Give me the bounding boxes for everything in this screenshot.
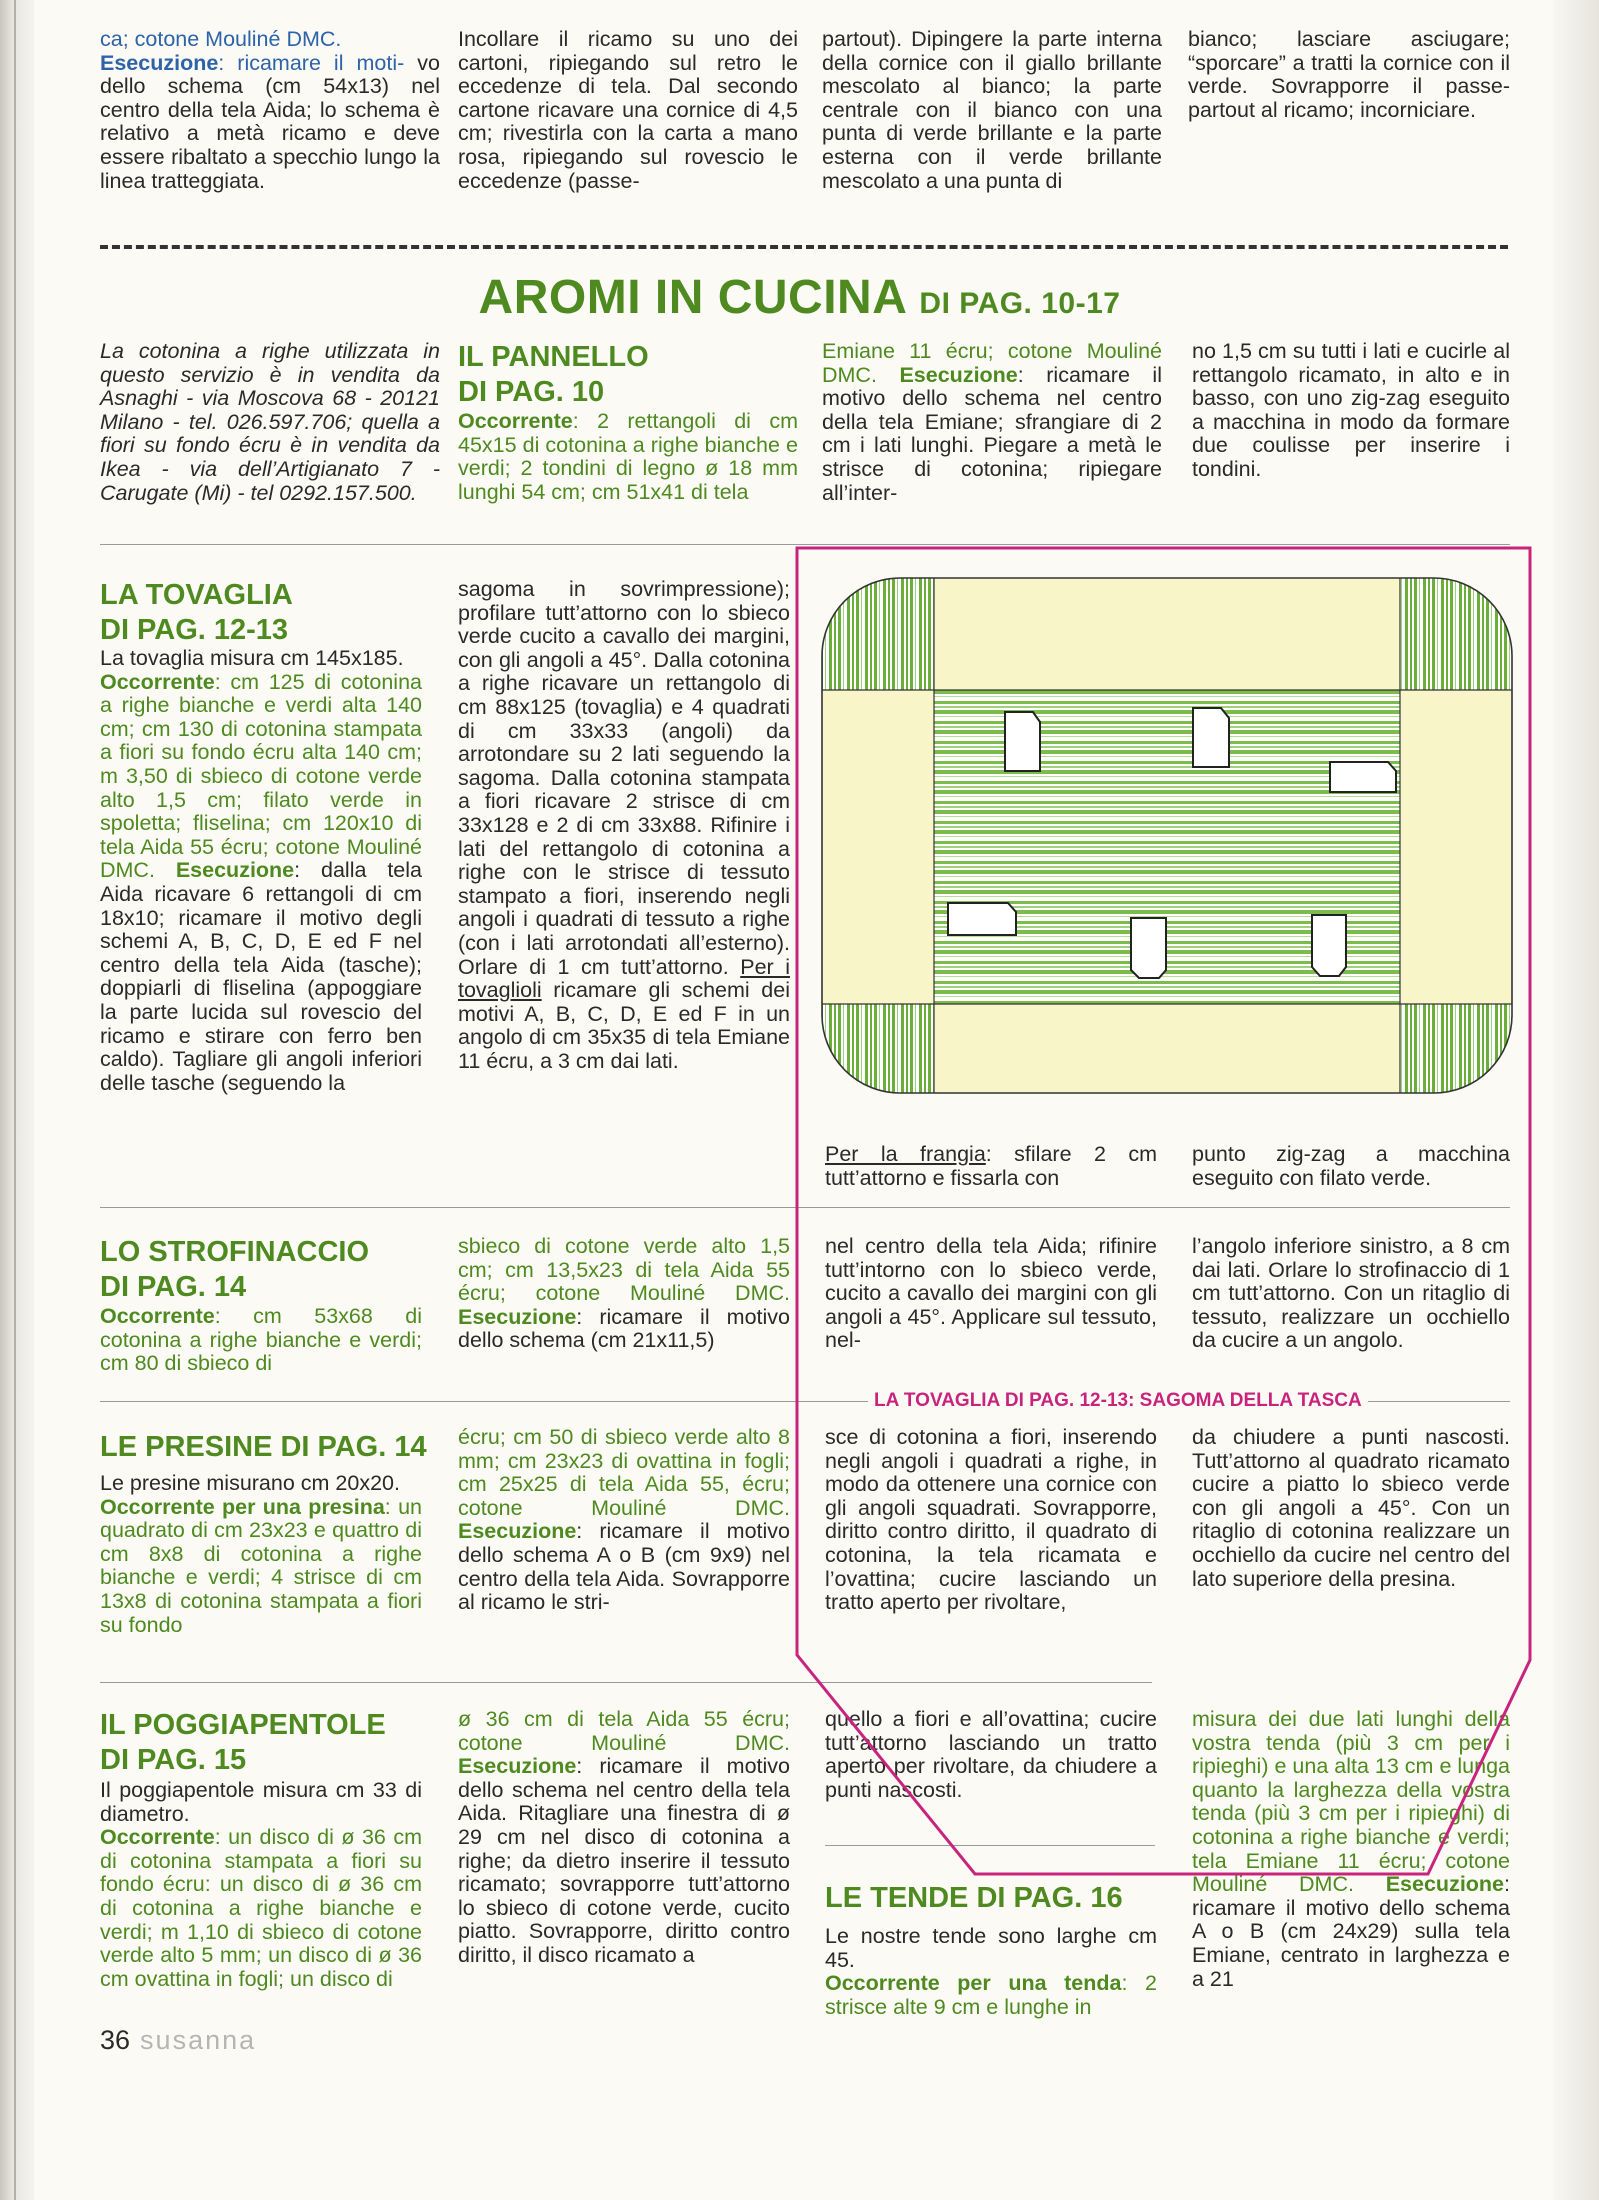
tovaglia-col-2: sagoma in sovrimpressione); profilare tutt’attorno con lo sbieco verde cucito a cavallo dei margini, con gli angoli a 45°. Dalla cotonina a righe ricavare un rettangolo di cm 88x125 (tovaglia) e 4 quadrati di cm 33x33 (angoli) da arrotondare su 2 lati seguendo la sagoma. Dalla cotonina stampata a fiori ricavare 2 strisce di cm 33x128 e 2 di cm 33x88. Rifinire i lati del rettangolo di cotonina a righe con le strisce di tessuto stampato a fiori, inserendo negli angoli i quadrati di tessuto a righe (con i lati arrotondati all’esterno). Orlare di 1 cm tutt’attorno. Per i tovaglioli ricamare gli schemi dei motivi A, B, C, D, E ed F in un angolo di cm 35x35 di tela Emiane 11 écru, a 3 cm dai lati. xyxy=(458,577,790,1073)
strofinaccio-col-3: nel centro della tela Aida; rifinire tutt’intorno con lo sbieco verde, cucito a cavallo dei margini con gli angoli a 45°. Applicare sul tessuto, nel- xyxy=(825,1234,1157,1353)
presine-col-1: Le presine misurano cm 20x20. Occorrente per una presina: un quadrato di cm 23x23 e quattro di cm 8x8 di cotonina a righe bianche e verdi; 4 strisce di cm 13x8 di cotonina stampata a fiori su fondo xyxy=(100,1471,422,1637)
pannello-col-2: Emiane 11 écru; cotone Mouliné DMC. Esecuzione: ricamare il motivo dello schema nel centro della tela Emiane; sfrangiare di 2 cm i lati lunghi. Piegare a metà le strisce di cotonina; ripiegare all’inter- xyxy=(822,339,1162,505)
tovaglia-col-1: La tovaglia misura cm 145x185. Occorrente: cm 125 di cotonina a righe bianche e verdi alta 140 cm; cm 130 di cotonina stampata a fiori su fondo écru alta 140 cm; m 3,50 di sbieco di cotone verde alto 1,5 cm; filato verde in spoletta; fliselina; cm 120x10 di tela Aida 55 écru; cotone Mouliné DMC. Esecuzione: dalla tela Aida ricavare 6 rettangoli di cm 18x10; ricamare il motivo degli schemi A, B, C, D, E ed F nel centro della tela Aida (tasche); doppiarli di fliselina (appoggiare la parte lucida sul rovescio del ricamo e stirare con ferro ben caldo). Tagliare gli angoli inferiori delle tasche (seguendo la xyxy=(100,646,422,1095)
page-number: 36 xyxy=(100,2025,131,2055)
heading-strofinaccio: LO STROFINACCIO DI PAG. 14 xyxy=(100,1236,370,1303)
pannello-col-1: Occorrente: 2 rettangoli di cm 45x15 di cotonina a righe bianche e verdi; 2 tondini di legno ø 18 mm lunghi 54 cm; cm 51x41 di tela xyxy=(458,409,798,504)
strofinaccio-col-2: sbieco di cotone verde alto 1,5 cm; cm 13,5x23 di tela Aida 55 écru; cotone Mouliné DMC. Esecuzione: ricamare il motivo dello schema (cm 21x11,5) xyxy=(458,1234,790,1353)
heading-pannello: IL PANNELLO DI PAG. 10 xyxy=(458,341,649,408)
prev-col-2: Incollare il ricamo su uno dei cartoni, ripiegando sul retro le eccedenze di tela. Dal secondo cartone ricavare una cornice di 4,5 cm; rivestirla con la carta a mano rosa, ripiegando sul rovescio le eccedenze (passe- xyxy=(458,27,798,193)
prev-col-4: bianco; lasciare asciugare; “sporcare” a tratti la cornice con il verde. Sovrapporre il passe-partout al ricamo; incorniciare. xyxy=(1188,27,1510,122)
prev-text: ca; cotone Mouliné DMC. xyxy=(100,27,342,51)
prev-text: vo dello schema (cm 54x13) nel centro della tela Aida; lo schema è relativo a metà ricamo e deve essere ribaltato a specchio lungo la linea tratteggiata. xyxy=(100,50,440,193)
heading-tovaglia: LA TOVAGLIA DI PAG. 12-13 xyxy=(100,579,293,646)
prev-col-3: partout). Dipingere la parte interna della cornice con il giallo brillante mescolato al bianco; la parte centrale con il bianco con una punta di verde brillante e la parte esterna con il verde brillante mescolato a una punta di xyxy=(822,27,1162,193)
prev-text: : ricamare il moti- xyxy=(218,50,405,75)
strofinaccio-col-4: l’angolo inferiore sinistro, a 8 cm dai lati. Orlare lo strofinaccio di 1 cm tutt’attorno. Con un ritaglio di tessuto, realizzare un occhiello da cucire a un angolo. xyxy=(1192,1234,1510,1353)
presine-col-2: écru; cm 50 di sbieco verde alto 8 mm; cm 23x23 di ovattina in fogli; cm 25x25 di tela Aida 55, écru; cotone Mouliné DMC. Esecuzione: ricamare il motivo dello schema A o B (cm 9x9) nel centro della tela Aida. Sovrapporre al ricamo le stri- xyxy=(458,1425,790,1615)
intro-text: La cotonina a righe utilizzata in questo servizio è in vendita da Asnaghi - via Moscova 68 - 20121 Milano - tel. 026.597.706; quella a fiori su fondo écru è in vendita da Ikea - via dell’Artigianato 7 - Carugate (Mi) - tel 0292.157.500. xyxy=(100,339,440,505)
strofinaccio-col-1: Occorrente: cm 53x68 di cotonina a righe bianche e verdi; cm 80 di sbieco di xyxy=(100,1304,422,1376)
tovaglia-frangia: Per la frangia: sfilare 2 cm tutt’attorno e fissarla con xyxy=(825,1142,1157,1190)
heading-tende: LE TENDE DI PAG. 16 xyxy=(825,1882,1123,1914)
tovaglia-frangia-2: punto zig-zag a macchina eseguito con filato verde. xyxy=(1192,1142,1510,1190)
prev-label: Esecuzione xyxy=(100,50,219,75)
poggiapentole-col-1: Il poggiapentole misura cm 33 di diametro. Occorrente: un disco di ø 36 cm di cotonina stampata a fiori su fondo écru: un disco di ø 36 cm di cotonina a righe bianche e verdi; m 1,10 di sbieco di cotone verde alto 5 mm; un disco di ø 36 cm ovattina in fogli; un disco di xyxy=(100,1778,422,1991)
presine-col-3: sce di cotonina a fiori, inserendo negli angoli i quadrati a righe, in modo da ottenere una cornice con gli angoli squadrati. Sovrapporre, diritto contro diritto, il quadrato di cotonina, la tela ricamata e l’ovattina; cucire lasciando un tratto aperto per rivoltare, xyxy=(825,1425,1157,1615)
page-footer xyxy=(100,2025,256,2056)
tende-col-2: misura dei due lati lunghi della vostra tenda (più 3 cm per i ripieghi) e una alta 13 cm e lunga quanto la larghezza della vostra tenda (più 3 cm per i ripieghi) di cotonina a righe bianche e verdi; tela Emiane 11 écru; cotone Mouliné DMC. Esecuzione: ricamare il motivo dello schema A o B (cm 24x29) sulla tela Emiane, centrato in larghezza e a 21 xyxy=(1192,1707,1510,1991)
magazine-name: susanna xyxy=(140,2025,257,2055)
heading-presine: LE PRESINE DI PAG. 14 xyxy=(100,1431,427,1463)
heading-poggiapentole: IL POGGIAPENTOLE DI PAG. 15 xyxy=(100,1709,386,1776)
pocket-template-caption: LA TOVAGLIA DI PAG. 12-13: SAGOMA DELLA TASCA xyxy=(868,1390,1368,1412)
presine-col-4: da chiudere a punti nascosti. Tutt’attorno al quadrato ricamato cucire a piatto lo sbieco verde con gli angoli a 45°. Con un ritaglio di cotonina realizzare un occhiello da cucire nel centro del lato superiore della presina. xyxy=(1192,1425,1510,1591)
poggiapentole-col-2: ø 36 cm di tela Aida 55 écru; cotone Mouliné DMC. Esecuzione: ricamare il motivo dello schema nel centro della tela Aida. Ritagliare una finestra di ø 29 cm nel disco di cotonina a righe; da dietro inserire il tessuto ricamato; sovrapporre tutt’attorno lo sbieco di cotone verde, cucito piatto. Sovrapporre, diritto contro diritto, il disco ricamato a xyxy=(458,1707,790,1967)
pannello-col-3: no 1,5 cm su tutti i lati e cucirle al rettangolo ricamato, in alto e in basso, con uno zig-zag eseguito a macchina in modo da formare due coulisse per inserire i tondini. xyxy=(1192,339,1510,481)
poggiapentole-col-3: quello a fiori e all’ovattina; cucire tutt’attorno lasciando un tratto aperto per rivoltare, da chiudere a punti nascosti. xyxy=(825,1707,1157,1802)
article-title: AROMI IN CUCINA DI PAG. 10-17 xyxy=(478,271,1121,324)
tende-col-1: Le nostre tende sono larghe cm 45. Occorrente per una tenda: 2 strisce alte 9 cm e lunghe in xyxy=(825,1924,1157,2019)
